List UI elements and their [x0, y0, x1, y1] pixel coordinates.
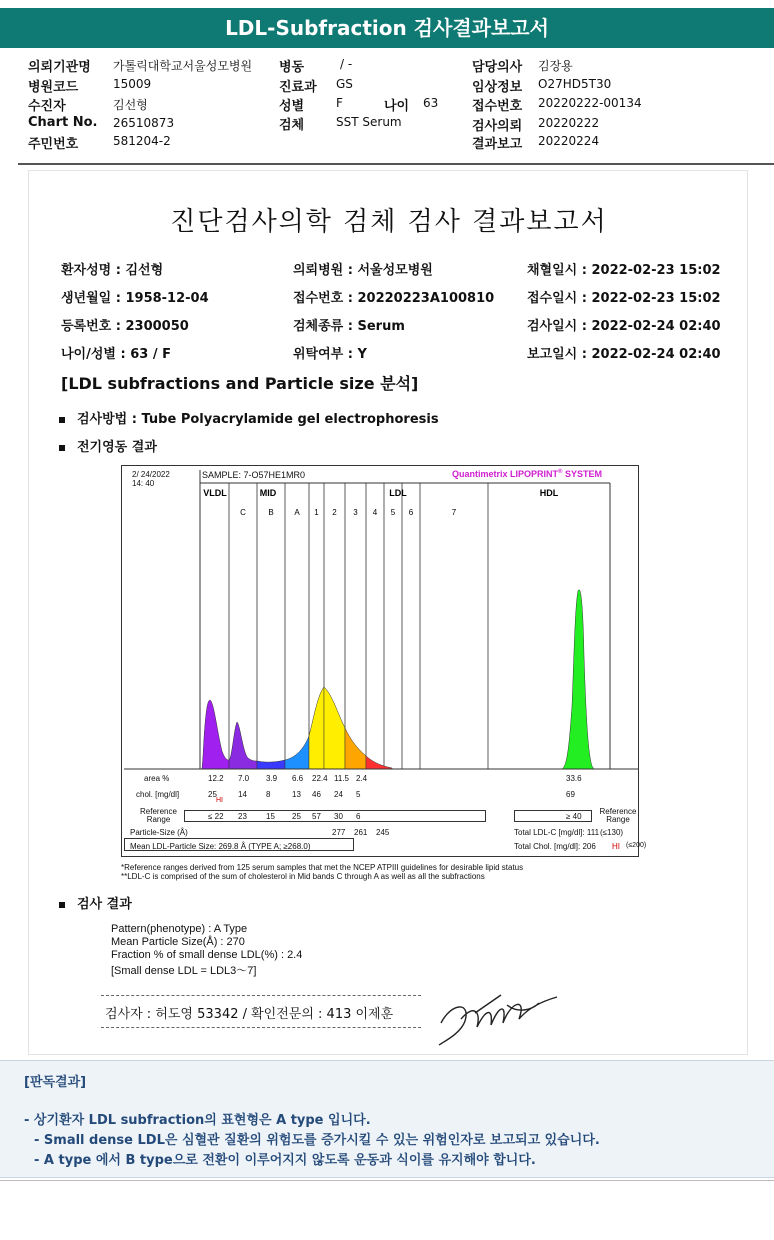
table-cell: 69: [566, 790, 575, 799]
info-value: SST Serum: [336, 115, 402, 129]
method-text: 검사방법 : Tube Polyacrylamide gel electrophoresis: [77, 412, 439, 427]
info-label: 담당의사: [472, 60, 523, 75]
field-value: Y: [357, 347, 367, 362]
total-ldl: Total LDL-C [mg/dl]: 111: [514, 828, 600, 837]
info-label: 검체: [279, 118, 305, 133]
field-label: 검사일시 :: [527, 319, 592, 334]
bottom-divider: [0, 1180, 774, 1181]
total-chol: Total Chol. [mg/dl]: 206: [514, 842, 596, 851]
field-value: 1958-12-04: [125, 291, 209, 306]
result-fraction: Fraction % of small dense LDL(%) : 2.4: [111, 949, 303, 961]
interpretation-line: - A type 에서 B type으로 전환이 이루어지지 않도록 운동과 식이를 유지해야 합니다.: [34, 1153, 536, 1168]
band-label: 7: [451, 508, 457, 517]
result-note: [Small dense LDL = LDL3～7]: [111, 965, 257, 977]
ldl-1-area: [309, 687, 324, 769]
interpretation-line: - 상기환자 LDL subfraction의 표현형은 A type 입니다.: [24, 1113, 371, 1128]
chart-time: 14: 40: [132, 479, 155, 488]
footnote-1: *Reference ranges derived from 125 serum samples that met the NCEP ATPIII guidelines for desirable lipid status: [121, 863, 524, 872]
info-value: 26510873: [113, 116, 175, 130]
inspector-line: 검사자 : 허도영 53342 / 확인전문의 : 413 이제훈: [105, 1007, 394, 1022]
field-value: 2022-02-23 15:02: [591, 263, 721, 278]
field-label: 접수번호 :: [293, 291, 358, 306]
info-value: 20220224: [538, 134, 600, 148]
info-label: 접수번호: [472, 99, 523, 114]
table-cell: 46: [312, 790, 321, 799]
info-value: 20220222: [538, 116, 600, 130]
info-value: 581204-2: [113, 134, 171, 148]
info-label: 주민번호: [28, 137, 79, 152]
table-cell: 3.9: [266, 774, 278, 783]
method-bullet: [59, 408, 439, 427]
band-label: 6: [408, 508, 414, 517]
interpretation-panel: [0, 1060, 774, 1178]
band-label: 4: [372, 508, 378, 517]
bullet-icon: [59, 417, 65, 423]
field-label: 생년월일 :: [61, 291, 126, 306]
info-label: 진료과: [279, 80, 317, 95]
total-chol-ref: (≤200): [626, 842, 647, 849]
info-value: F: [336, 96, 343, 110]
band-label: A: [294, 508, 300, 517]
table-cell: 6: [356, 812, 361, 821]
ldl-2-area: [324, 687, 345, 769]
chol-label: chol. [mg/dl]: [136, 790, 180, 799]
field-label: 위탁여부 :: [293, 347, 358, 362]
field-value: 김선형: [125, 263, 164, 278]
info-label: 성별: [279, 99, 305, 114]
table-cell: 25: [208, 790, 217, 799]
info-label: 임상정보: [472, 80, 523, 95]
group-label: LDL: [389, 488, 407, 498]
interpretation-line: - Small dense LDL은 심혈관 질환의 위험도를 증가시킬 수 있는 위험인자로 보고되고 있습니다.: [34, 1133, 600, 1148]
table-cell: ≤ 22: [208, 812, 224, 821]
band-label: C: [240, 508, 246, 517]
mid-b-area: [257, 760, 285, 769]
band-label: 5: [390, 508, 396, 517]
request-number: [293, 287, 494, 306]
table-cell: 11.5: [334, 774, 349, 783]
table-cell: 33.6: [566, 774, 582, 783]
table-cell: 23: [238, 812, 247, 821]
report-date: [527, 343, 721, 362]
specimen-type: [293, 315, 405, 334]
table-cell: 24: [334, 790, 343, 799]
ref-label-right: Reference Range: [599, 807, 637, 824]
info-value: 김선형: [113, 98, 148, 112]
field-label: 채혈일시 :: [527, 263, 592, 278]
table-cell: 2.4: [356, 774, 368, 783]
signature-icon: [431, 983, 561, 1053]
table-cell: 8: [266, 790, 271, 799]
test-date: [527, 315, 721, 334]
report-title: 진단검사의학 검체 검사 결과보고서: [170, 207, 608, 237]
info-value: 김장용: [538, 59, 573, 73]
info-label: 의뢰기관명: [28, 60, 91, 75]
info-value: 20220222-00134: [538, 96, 642, 110]
mid-a-area: [285, 736, 309, 769]
group-label: HDL: [539, 488, 559, 498]
field-value: 2300050: [125, 319, 189, 334]
field-label: 접수일시 :: [527, 291, 592, 306]
chart-sample: SAMPLE: 7-O57HE1MR0: [202, 470, 306, 480]
field-value: 2022-02-24 02:40: [591, 319, 721, 334]
table-cell: 15: [266, 812, 275, 821]
ref-label: Reference Range: [140, 807, 177, 824]
ref-box-left: [184, 810, 486, 822]
info-value: GS: [336, 77, 353, 91]
ref-box-right: [514, 810, 592, 822]
result-pattern: Pattern(phenotype) : A Type: [111, 923, 248, 935]
mid-c-peak: [229, 722, 257, 769]
info-value: O27HD5T30: [538, 77, 612, 91]
info-label: Chart No.: [28, 115, 98, 130]
area-label: area %: [144, 774, 170, 783]
sign-line-bottom: [101, 1027, 421, 1028]
request-hospital: [293, 259, 433, 278]
info-divider: [18, 163, 774, 165]
receipt-date: [527, 287, 721, 306]
band-label: 1: [314, 508, 319, 517]
patient-age-sex: [61, 343, 171, 362]
table-cell: 57: [312, 812, 321, 821]
group-label: VLDL: [203, 488, 227, 498]
band-label: B: [268, 508, 274, 517]
table-cell: 13: [292, 790, 301, 799]
field-value: 서울성모병원: [357, 263, 433, 278]
table-cell: ≥ 40: [566, 812, 582, 821]
vldl-peak: [202, 700, 229, 769]
total-ldl-ref: (≤130): [600, 828, 624, 837]
field-value: 63 / F: [130, 347, 172, 362]
brand-suffix: SYSTEM: [562, 469, 602, 479]
total-chol-flag: HI: [612, 842, 620, 851]
footnote-2: **LDL-C is comprised of the sum of cholesterol in Mid bands C through A as well as all the subfractions: [121, 872, 485, 881]
table-cell: 6.6: [292, 774, 304, 783]
field-label: 검체종류 :: [293, 319, 358, 334]
mean-ldl-box: [124, 838, 354, 851]
field-label: 환자성명 :: [61, 263, 126, 278]
field-label: 나이/성별 :: [61, 347, 131, 362]
ldl-3-area: [345, 728, 366, 769]
info-label: 검사의뢰: [472, 119, 523, 134]
particle-size-cell: 277: [332, 828, 346, 837]
electrophoresis-chart: [121, 465, 647, 857]
info-label: 병원코드: [28, 80, 79, 95]
bullet-icon: [59, 902, 65, 908]
info-value: / -: [340, 57, 353, 71]
section-heading: [LDL subfractions and Particle size 분석]: [61, 374, 419, 393]
field-label: 등록번호 :: [61, 319, 126, 334]
collection-date: [527, 259, 721, 278]
table-cell: 5: [356, 790, 361, 799]
patient-info-header: [0, 52, 774, 164]
field-value: 20220223A100810: [357, 291, 495, 306]
patient-birth: [61, 287, 209, 306]
mean-ldl: Mean LDL-Particle Size: 269.8 Å (TYPE A; ≥268.0): [130, 842, 311, 851]
electro-title: 전기영동 결과: [77, 440, 157, 455]
info-label: 수진자: [28, 99, 66, 114]
chart-plot: [122, 466, 638, 856]
interpretation-title: [판독결과]: [24, 1075, 87, 1090]
particle-size-cell: 261: [354, 828, 368, 837]
consignment: [293, 343, 367, 362]
report-document: [28, 170, 748, 1055]
group-label: MID: [259, 488, 277, 498]
result-title: 검사 결과: [77, 897, 132, 912]
vldl-hi-flag: HI: [216, 797, 223, 804]
band-label: 3: [353, 508, 358, 517]
info-value: 가톨릭대학교서울성모병원: [113, 59, 253, 73]
field-label: 의뢰병원 :: [293, 263, 358, 278]
patient-reg: [61, 315, 189, 334]
band-label: 2: [332, 508, 337, 517]
table-cell: 25: [292, 812, 301, 821]
particle-size-cell: 245: [376, 828, 390, 837]
report-header-title: LDL-Subfraction 검사결과보고서: [0, 8, 774, 48]
table-cell: 7.0: [238, 774, 250, 783]
table-cell: 22.4: [312, 774, 328, 783]
patient-name: [61, 259, 163, 278]
brand-mark: ®: [558, 469, 563, 475]
field-value: Serum: [357, 319, 405, 334]
chart-date: 2/ 24/2022: [132, 470, 170, 479]
field-value: 2022-02-23 15:02: [591, 291, 721, 306]
info-value: 63: [423, 96, 439, 110]
info-label: 결과보고: [472, 137, 523, 152]
table-cell: 30: [334, 812, 343, 821]
info-label: 병동: [279, 60, 305, 75]
result-mean-size: Mean Particle Size(Å) : 270: [111, 936, 245, 948]
electro-bullet: [59, 436, 157, 455]
result-bullet: [59, 893, 132, 912]
field-value: 2022-02-24 02:40: [591, 347, 721, 362]
table-cell: 14: [238, 790, 247, 799]
info-value: 15009: [113, 77, 152, 91]
bullet-icon: [59, 445, 65, 451]
sign-line-top: [101, 995, 421, 996]
field-label: 보고일시 :: [527, 347, 592, 362]
table-cell: 12.2: [208, 774, 224, 783]
particle-label: Particle-Size (Å): [130, 828, 188, 837]
info-label: 나이: [384, 99, 410, 114]
hdl-peak: [562, 590, 594, 769]
ldl-4-area: [366, 756, 392, 769]
brand-name: Quantimetrix LIPOPRINT: [452, 469, 559, 479]
